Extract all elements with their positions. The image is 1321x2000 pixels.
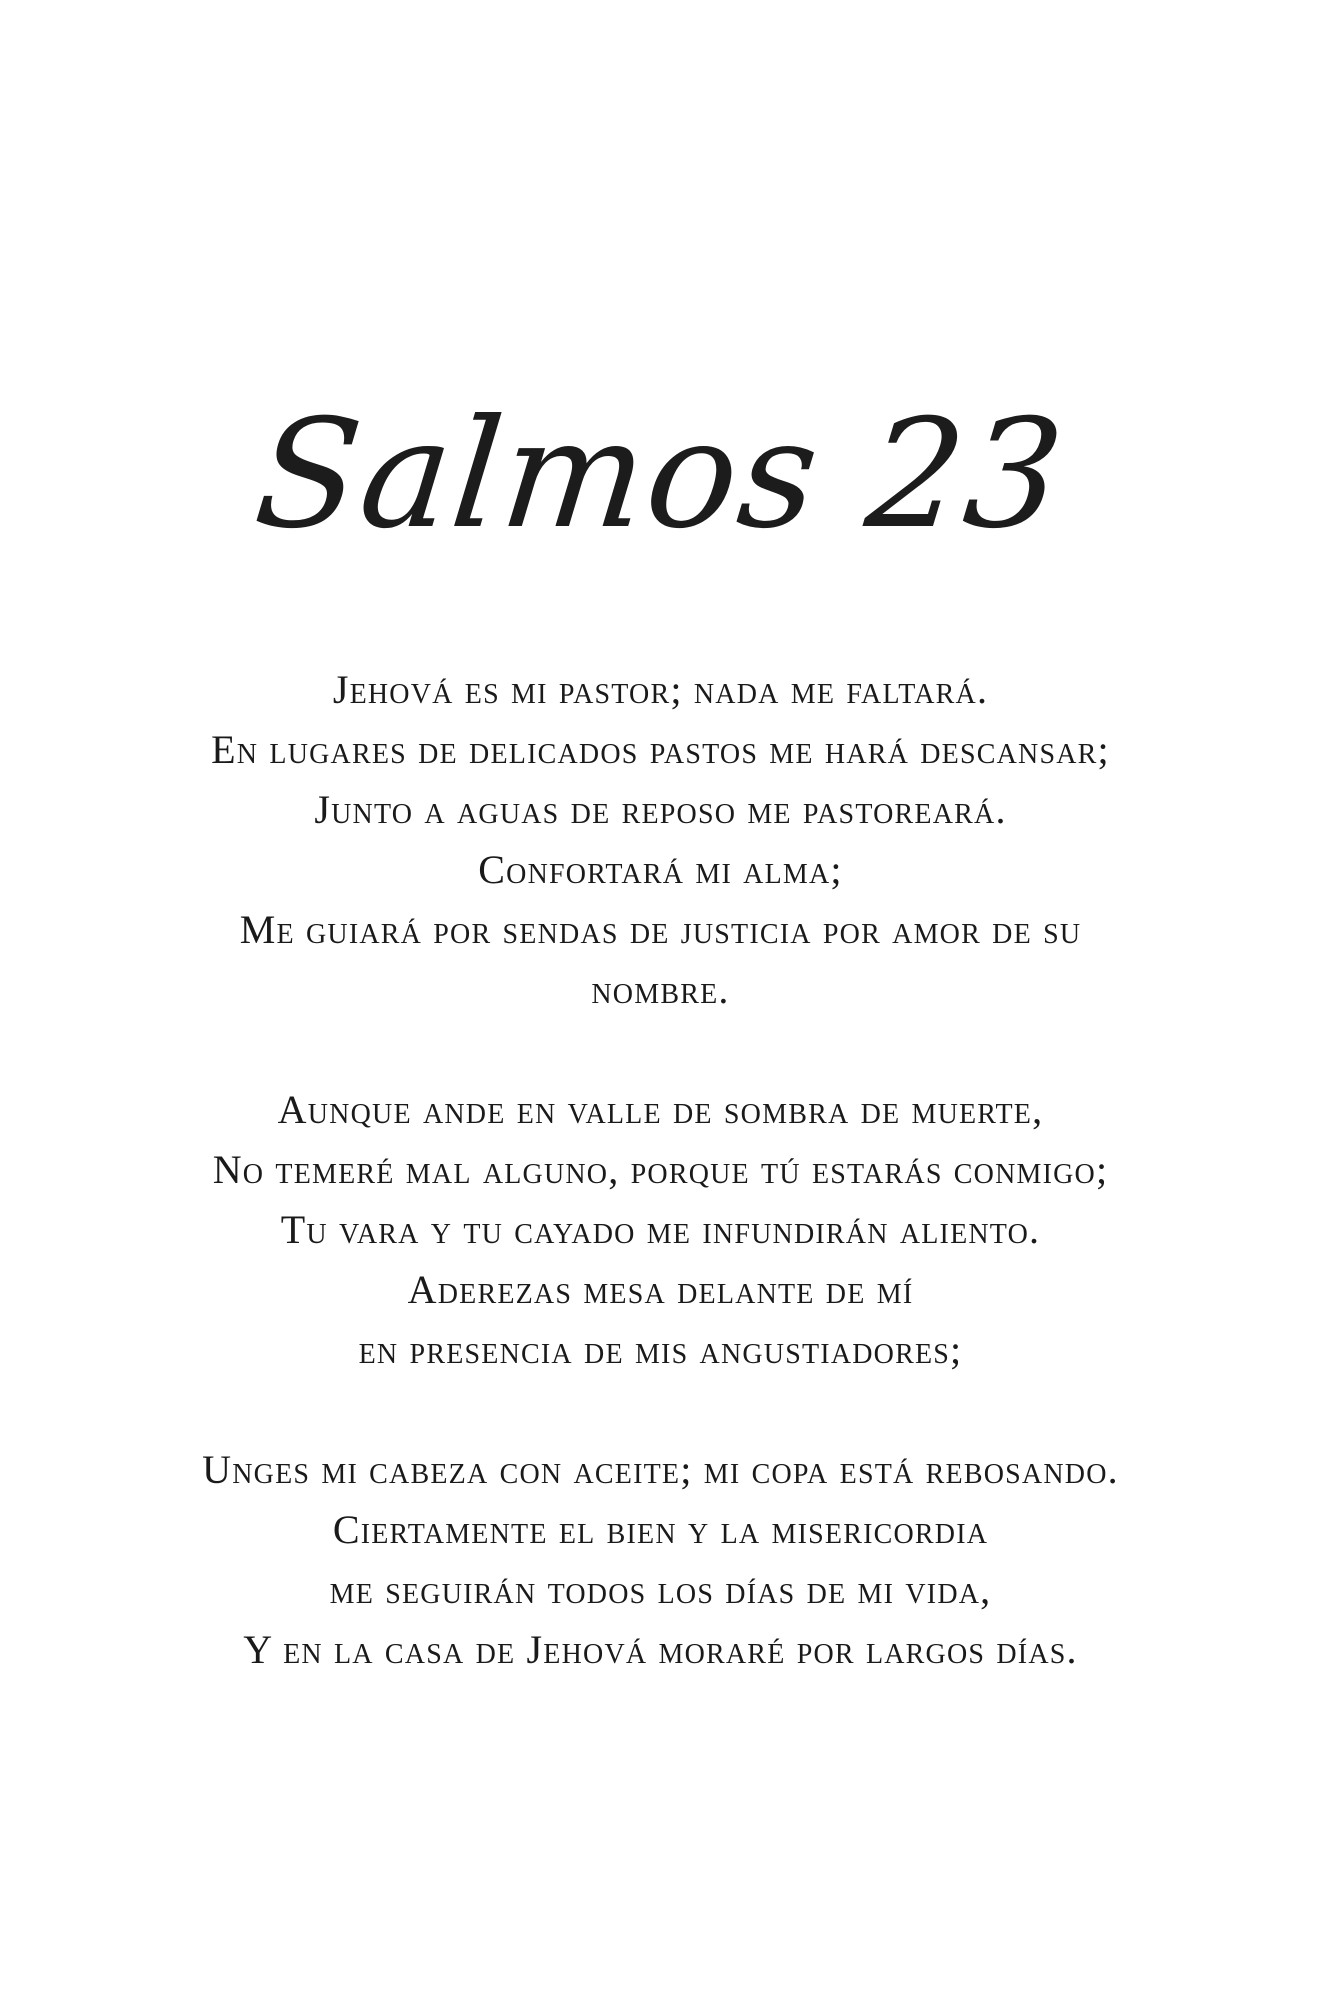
title-container — [0, 340, 1321, 610]
verse-line: No temeré mal alguno, porque tú estarás conmigo; — [212, 1147, 1109, 1192]
verse-line: nombre. — [591, 967, 730, 1012]
verse-line: Aderezas mesa delante de mí — [407, 1267, 914, 1312]
verse-line: Unges mi cabeza con aceite; mi copa está rebosando. — [202, 1447, 1119, 1492]
verse-line: En lugares de delicados pastos me hará descansar; — [211, 727, 1110, 772]
stanza-divider — [0, 1380, 1321, 1440]
verse-line: Confortará mi alma; — [478, 847, 843, 892]
verse-line: Jehová es mi pastor; nada me faltará. — [332, 667, 989, 712]
psalm-text — [0, 660, 1321, 1680]
stanza-3 — [0, 1440, 1321, 1680]
verse-line: Y en la casa de Jehová moraré por largos días. — [243, 1627, 1078, 1672]
verse-line: Me guiará por sendas de justicia por amor de su — [239, 907, 1082, 952]
verse-line: Aunque ande en valle de sombra de muerte, — [277, 1087, 1044, 1132]
verse-line: me seguirán todos los días de mi vida, — [329, 1567, 992, 1612]
verse-line: en presencia de mis angustiadores; — [358, 1327, 963, 1372]
stanza-2 — [0, 1080, 1321, 1380]
verse-line: Ciertamente el bien y la misericordia — [332, 1507, 989, 1552]
verse-line: Tu vara y tu cayado me infundirán aliento. — [280, 1207, 1041, 1252]
page-title: Salmos 23 — [248, 388, 1073, 562]
stanza-divider — [0, 1020, 1321, 1080]
verse-line: Junto a aguas de reposo me pastoreará. — [314, 787, 1007, 832]
stanza-1 — [0, 660, 1321, 1020]
